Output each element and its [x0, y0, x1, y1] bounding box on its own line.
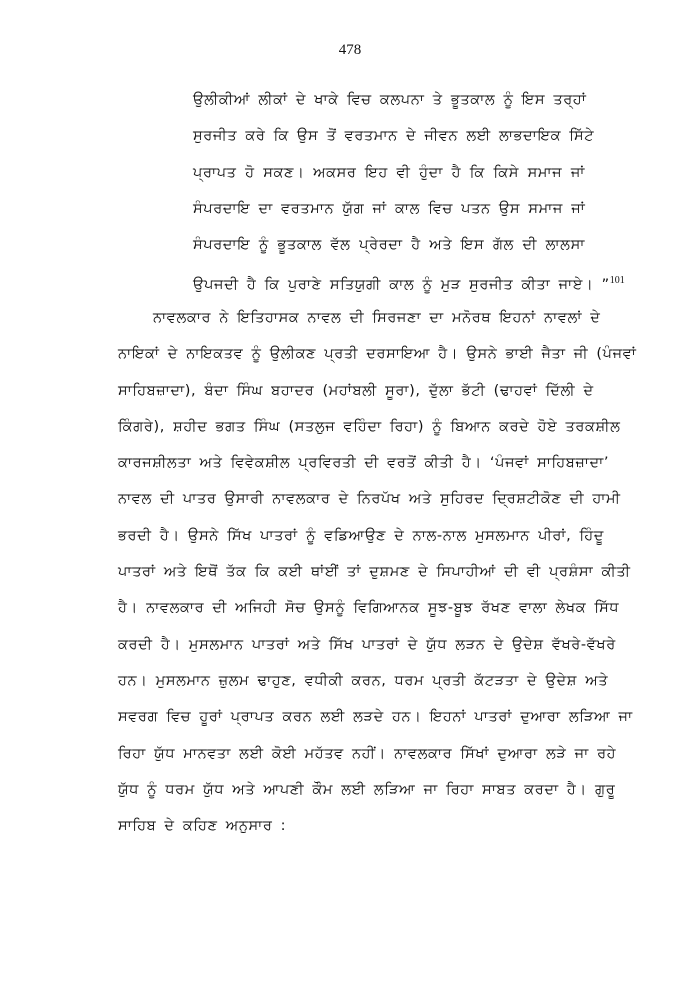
- paragraph-line: ਸਾਹਿਬ ਦੇ ਕਹਿਣ ਅਨੁਸਾਰ :: [118, 818, 287, 835]
- quote-last-line: [193, 263, 625, 299]
- paragraph-line: ਹੈ। ਨਾਵਲਕਾਰ ਦੀ ਅਜਿਹੀ ਸੋਚ ਉਸਨੂੰ ਵਿਗਿਆਨਕ ਸੂਝ-ਬੂਝ ਰੱਖਣ ਵਾਲਾ ਲੇਖਕ ਸਿੱਧ: [118, 600, 620, 617]
- quote-line: ਸੰਪਰਦਾਇ ਨੂੰ ਭੂਤਕਾਲ ਵੱਲ ਪ੍ਰੇਰਦਾ ਹੈ ਅਤੇ ਇਸ ਗੱਲ ਦੀ ਲਾਲਸਾ: [193, 237, 585, 254]
- paragraph-line: ਕਰਦੀ ਹੈ। ਮੁਸਲਮਾਨ ਪਾਤਰਾਂ ਅਤੇ ਸਿੱਖ ਪਾਤਰਾਂ ਦੇ ਯੁੱਧ ਲੜਨ ਦੇ ਉਦੇਸ਼ ਵੱਖਰੇ-ਵੱਖਰੇ: [118, 636, 616, 653]
- block-quote: [193, 82, 625, 300]
- paragraph-line: ਕਾਰਜਸ਼ੀਲਤਾ ਅਤੇ ਵਿਵੇਕਸ਼ੀਲ ਪ੍ਰਵਿਰਤੀ ਦੀ ਵਰਤੋਂ ਕੀਤੀ ਹੈ। ‘ਪੰਜਵਾਂ ਸਾਹਿਬਜ਼ਾਦਾ’: [118, 455, 610, 472]
- quote-line: ਸੰਪਰਦਾਇ ਦਾ ਵਰਤਮਾਨ ਯੁੱਗ ਜਾਂ ਕਾਲ ਵਿਚ ਪਤਨ ਉਸ ਸਮਾਜ ਜਾਂ: [193, 200, 586, 217]
- body-paragraph: [118, 300, 637, 844]
- page-number: 478: [338, 42, 362, 58]
- paragraph-line: ਸਾਹਿਬਜ਼ਾਦਾ), ਬੰਦਾ ਸਿੰਘ ਬਹਾਦਰ (ਮਹਾਂਬਲੀ ਸੂਰਾ), ਦੁੱਲਾ ਭੱਟੀ (ਢਾਹਵਾਂ ਦਿੱਲੀ ਦੇ: [118, 382, 594, 399]
- quote-line: ਪ੍ਰਾਪਤ ਹੋ ਸਕਣ। ਅਕਸਰ ਇਹ ਵੀ ਹੁੰਦਾ ਹੈ ਕਿ ਕਿਸੇ ਸਮਾਜ ਜਾਂ: [193, 164, 585, 181]
- paragraph-line: ਹਨ। ਮੁਸਲਮਾਨ ਜ਼ੁਲਮ ਢਾਹੁਣ, ਵਧੀਕੀ ਕਰਨ, ਧਰਮ ਪ੍ਰਤੀ ਕੱਟੜਤਾ ਦੇ ਉਦੇਸ਼ ਅਤੇ: [118, 672, 609, 689]
- paragraph-line: ਸਵਰਗ ਵਿਚ ਹੂਰਾਂ ਪ੍ਰਾਪਤ ਕਰਨ ਲਈ ਲੜਦੇ ਹਨ। ਇਹਨਾਂ ਪਾਤਰਾਂ ਦੁਆਰਾ ਲੜਿਆ ਜਾ: [118, 709, 633, 726]
- paragraph-line: ਪਾਤਰਾਂ ਅਤੇ ਇਥੋਂ ਤੱਕ ਕਿ ਕਈ ਥਾਂਈਂ ਤਾਂ ਦੁਸ਼ਮਣ ਦੇ ਸਿਪਾਹੀਆਂ ਦੀ ਵੀ ਪ੍ਰਸ਼ੰਸਾ ਕੀਤੀ: [118, 564, 631, 581]
- footnote-reference: 101: [609, 275, 625, 287]
- paragraph-line: ਕਿੰਗਰੇ), ਸ਼ਹੀਦ ਭਗਤ ਸਿੰਘ (ਸਤਲੁਜ ਵਹਿੰਦਾ ਰਿਹਾ) ਨੂੰ ਬਿਆਨ ਕਰਦੇ ਹੋਏ ਤਰਕਸ਼ੀਲ: [118, 418, 621, 435]
- paragraph-line: ਯੁੱਧ ਨੂੰ ਧਰਮ ਯੁੱਧ ਅਤੇ ਆਪਣੀ ਕੌਮ ਲਈ ਲੜਿਆ ਜਾ ਰਿਹਾ ਸਾਬਤ ਕਰਦਾ ਹੈ। ਗੁਰੂ: [118, 781, 616, 798]
- paragraph-line: ਨਾਵਲ ਦੀ ਪਾਤਰ ਉਸਾਰੀ ਨਾਵਲਕਾਰ ਦੇ ਨਿਰਪੱਖ ਅਤੇ ਸੁਹਿਰਦ ਦ੍ਰਿਸ਼ਟੀਕੋਣ ਦੀ ਹਾਮੀ: [118, 491, 621, 508]
- quote-line: ਉਪਜਦੀ ਹੈ ਕਿ ਪੁਰਾਣੇ ਸਤਿਯੁਗੀ ਕਾਲ ਨੂੰ ਮੁੜ ਸੁਰਜੀਤ ਕੀਤਾ ਜਾਏ। ”: [193, 277, 610, 294]
- paragraph-line: ਨਾਵਲਕਾਰ ਨੇ ਇਤਿਹਾਸਕ ਨਾਵਲ ਦੀ ਸਿਰਜਣਾ ਦਾ ਮਨੋਰਥ ਇਹਨਾਂ ਨਾਵਲਾਂ ਦੇ: [153, 310, 601, 326]
- quote-line: ਉਲੀਕੀਆਂ ਲੀਕਾਂ ਦੇ ਖਾਕੇ ਵਿਚ ਕਲਪਨਾ ਤੇ ਭੂਤਕਾਲ ਨੂੰ ਇਸ ਤਰ੍ਹਾਂ: [193, 92, 587, 108]
- paragraph-line: ਨਾਇਕਾਂ ਦੇ ਨਾਇਕਤਵ ਨੂੰ ਉਲੀਕਣ ਪ੍ਰਤੀ ਦਰਸਾਇਆ ਹੈ। ਉਸਨੇ ਭਾਈ ਜੈਤਾ ਜੀ (ਪੰਜਵਾਂ: [118, 346, 637, 363]
- quote-line: ਸੁਰਜੀਤ ਕਰੇ ਕਿ ਉਸ ਤੋਂ ਵਰਤਮਾਨ ਦੇ ਜੀਵਨ ਲਈ ਲਾਭਦਾਇਕ ਸਿੱਟੇ: [193, 128, 595, 145]
- paragraph-line: ਰਿਹਾ ਯੁੱਧ ਮਾਨਵਤਾ ਲਈ ਕੋਈ ਮਹੱਤਵ ਨਹੀਂ। ਨਾਵਲਕਾਰ ਸਿੱਖਾਂ ਦੁਆਰਾ ਲੜੇ ਜਾ ਰਹੇ: [118, 745, 617, 762]
- paragraph-line: ਭਰਦੀ ਹੈ। ਉਸਨੇ ਸਿੱਖ ਪਾਤਰਾਂ ਨੂੰ ਵਡਿਆਉਣ ਦੇ ਨਾਲ-ਨਾਲ ਮੁਸਲਮਾਨ ਪੀਰਾਂ, ਹਿੰਦੂ: [118, 527, 604, 544]
